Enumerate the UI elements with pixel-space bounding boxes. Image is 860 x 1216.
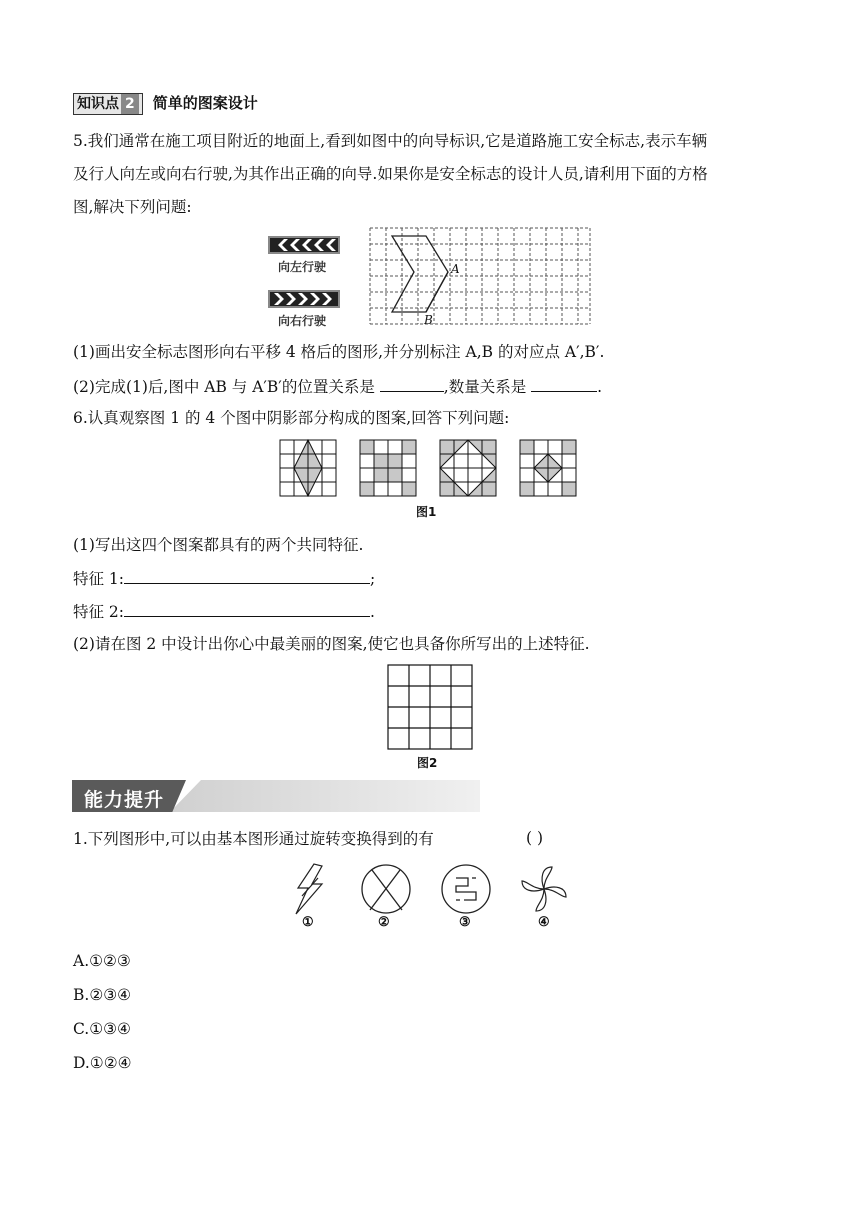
figure-2-icon bbox=[362, 865, 410, 913]
section-number: 2 bbox=[121, 94, 139, 114]
q5-part1: (1)画出安全标志图形向右平移 4 格后的图形,并分别标注 A,B 的对应点 A′,B′. bbox=[73, 343, 605, 361]
q5-grid-figure bbox=[368, 226, 594, 328]
feature1-blank[interactable] bbox=[124, 568, 370, 584]
q6-part2: (2)请在图 2 中设计出你心中最美丽的图案,使它也具备你所写出的上述特征. bbox=[73, 635, 590, 653]
q5-blank-quantity[interactable] bbox=[531, 376, 597, 392]
point-b-label: B bbox=[424, 313, 433, 327]
sign-left-label: 向左行驶 bbox=[278, 260, 327, 274]
mc1-option-b[interactable]: B.②③④ bbox=[73, 986, 132, 1004]
figure-3-icon bbox=[442, 865, 490, 913]
point-a-label: A bbox=[451, 262, 460, 276]
section-title: 简单的图案设计 bbox=[152, 94, 258, 112]
mc1-figures bbox=[286, 860, 576, 922]
q5-stem-line1: 5.我们通常在施工项目附近的地面上,看到如图中的向导标识,它是道路施工安全标志,表示车辆 bbox=[73, 132, 708, 150]
q6-fig1-patterns bbox=[278, 438, 582, 500]
fig2-caption: 图2 bbox=[417, 756, 438, 770]
feature2-blank[interactable] bbox=[124, 601, 370, 617]
sign-right-label: 向右行驶 bbox=[278, 314, 327, 328]
figure-1-icon bbox=[296, 864, 322, 914]
section-header bbox=[73, 93, 258, 115]
q6-part1: (1)写出这四个图案都具有的两个共同特征. bbox=[73, 536, 364, 554]
figure-4-icon bbox=[522, 867, 566, 911]
q6-fig2-grid[interactable] bbox=[386, 663, 476, 753]
fig-label-3: ③ bbox=[459, 915, 471, 930]
mc1-answer-paren[interactable]: ( ) bbox=[526, 829, 544, 847]
q6-feature2: 特征 2: . bbox=[73, 603, 375, 621]
q5-stem-line3: 图,解决下列问题: bbox=[73, 198, 192, 216]
q6-stem: 6.认真观察图 1 的 4 个图中阴影部分构成的图案,回答下列问题: bbox=[73, 409, 510, 427]
q6-feature1: 特征 1: ; bbox=[73, 570, 376, 588]
mc1-stem: 1.下列图形中,可以由基本图形通过旋转变换得到的有 bbox=[73, 830, 434, 848]
q5-part2: (2)完成(1)后,图中 AB 与 A′B′的位置关系是 ,数量关系是 . bbox=[73, 378, 603, 396]
mc1-option-d[interactable]: D.①②④ bbox=[73, 1054, 132, 1072]
fig-label-1: ① bbox=[302, 915, 314, 930]
fig-label-2: ② bbox=[378, 915, 390, 930]
banner-title: 能力提升 bbox=[84, 789, 165, 811]
fig-label-4: ④ bbox=[538, 915, 550, 930]
banner-background bbox=[170, 780, 480, 812]
q5-blank-position[interactable] bbox=[380, 376, 444, 392]
q5-stem-line2: 及行人向左或向右行驶,为其作出正确的向导.如果你是安全标志的设计人员,请利用下面的方格 bbox=[73, 165, 708, 183]
sign-right-icon bbox=[268, 290, 340, 308]
mc1-option-c[interactable]: C.①③④ bbox=[73, 1020, 131, 1038]
fig1-caption: 图1 bbox=[416, 505, 437, 519]
sign-left-icon bbox=[268, 236, 340, 254]
mc1-option-a[interactable]: A.①②③ bbox=[73, 952, 131, 970]
section-label: 知识点 2 bbox=[73, 93, 143, 115]
